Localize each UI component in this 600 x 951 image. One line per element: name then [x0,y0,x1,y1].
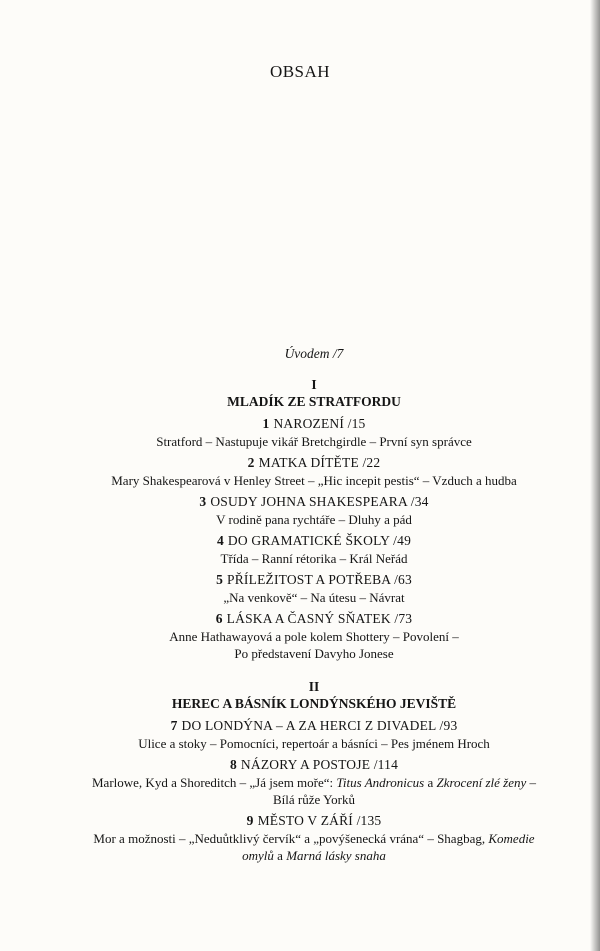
chapter-number: 1 [262,416,270,431]
chapter-subtopics-line [40,511,588,528]
chapter-heading [40,610,588,628]
intro-entry: Úvodem /7 [284,346,344,361]
subtopic-text: – [526,775,536,790]
chapter-subtopics-line [40,433,588,450]
subtopic-text: Anne Hathawayová a pole kolem Shottery – Povolení – [169,629,459,644]
chapter-number: 4 [216,533,224,548]
chapter-title: DO LONDÝNA – A ZA HERCI Z DIVADEL /93 [181,718,458,733]
subtopic-text: Mor a možnosti – „Neduůtklivý červík“ a „povýšenecká vrána“ – Shagbag, [93,831,489,846]
chapter-heading [40,493,588,511]
chapter-heading [40,756,588,774]
chapter-subtopics-line [40,735,588,752]
subtopic-text: a [424,775,437,790]
work-title-text: omylů [242,848,274,863]
chapter-title: PŘÍLEŽITOST A POTŘEBA /63 [227,572,412,587]
chapter-number: 7 [170,718,178,733]
chapter-heading [40,415,588,433]
subtopic-text: Po představení Davyho Jonese [234,646,394,661]
work-title-text: Titus Andronicus [336,775,425,790]
subtopic-text: „Na venkově“ – Na útesu – Návrat [223,590,405,605]
chapter-entry [40,415,588,450]
chapter-heading [40,532,588,550]
chapter-subtopics-line [40,830,588,847]
part-title: MLADÍK ZE STRATFORDU [227,394,401,409]
chapter-subtopics-line [40,550,588,567]
chapter-heading [40,812,588,830]
table-of-contents [40,346,588,868]
page-title: OBSAH [269,62,331,81]
page-edge-shadow [590,0,600,951]
work-title-text: Komedie [488,831,535,846]
chapter-entry [40,454,588,489]
chapter-entry [40,532,588,567]
part-separator [40,666,588,679]
chapter-number: 2 [247,455,255,470]
subtopic-text: Bílá růže Yorků [273,792,355,807]
chapter-entry [40,571,588,606]
chapter-entry [40,717,588,752]
chapter-subtopics-line [40,628,588,645]
subtopic-text: V rodině pana rychtáře – Dluhy a pád [216,512,412,527]
subtopic-text: Stratford – Nastupuje vikář Bretchgirdle – První syn správce [156,434,472,449]
chapter-entry [40,610,588,662]
part-title: HEREC A BÁSNÍK LONDÝNSKÉHO JEVIŠTĚ [171,696,457,711]
chapter-heading [40,571,588,589]
chapter-title: DO GRAMATICKÉ ŠKOLY /49 [227,533,412,548]
work-title-text: Marná lásky snaha [286,848,386,863]
chapter-number: 5 [216,572,224,587]
chapter-title: MĚSTO V ZÁŘÍ /135 [257,813,382,828]
part-numeral: I [311,377,317,392]
chapter-title: OSUDY JOHNA SHAKESPEARA /34 [210,494,429,509]
chapter-number: 6 [215,611,223,626]
chapter-entry [40,756,588,808]
subtopic-text: a [273,848,287,863]
chapter-subtopics-line [40,774,588,791]
chapter-title: LÁSKA A ČASNÝ SŇATEK /73 [226,611,413,626]
chapter-title: NÁZORY A POSTOJE /114 [240,757,399,772]
chapter-entry [40,812,588,864]
subtopic-text: Marlowe, Kyd a Shoreditch – „Já jsem moře“: [92,775,337,790]
chapter-subtopics-line [40,645,588,662]
subtopic-text: Třída – Ranní rétorika – Král Neřád [220,551,408,566]
chapter-heading [40,454,588,472]
chapter-number: 3 [199,494,207,509]
subtopic-text: Mary Shakespearová v Henley Street – „Hic incepit pestis“ – Vzduch a hudba [111,473,517,488]
subtopic-text: Ulice a stoky – Pomocníci, repertoár a básníci – Pes jménem Hroch [138,736,490,751]
work-title-text: Zkrocení zlé ženy [436,775,527,790]
part-numeral: II [308,679,320,694]
chapter-entry [40,493,588,528]
chapter-subtopics-line [40,791,588,808]
chapter-title: MATKA DÍTĚTE /22 [258,455,381,470]
chapter-title: NAROZENÍ /15 [273,416,366,431]
chapter-subtopics-line [40,472,588,489]
chapter-number: 8 [229,757,237,772]
chapter-subtopics-line [40,847,588,864]
chapter-number: 9 [246,813,254,828]
chapter-subtopics-line [40,589,588,606]
chapter-heading [40,717,588,735]
